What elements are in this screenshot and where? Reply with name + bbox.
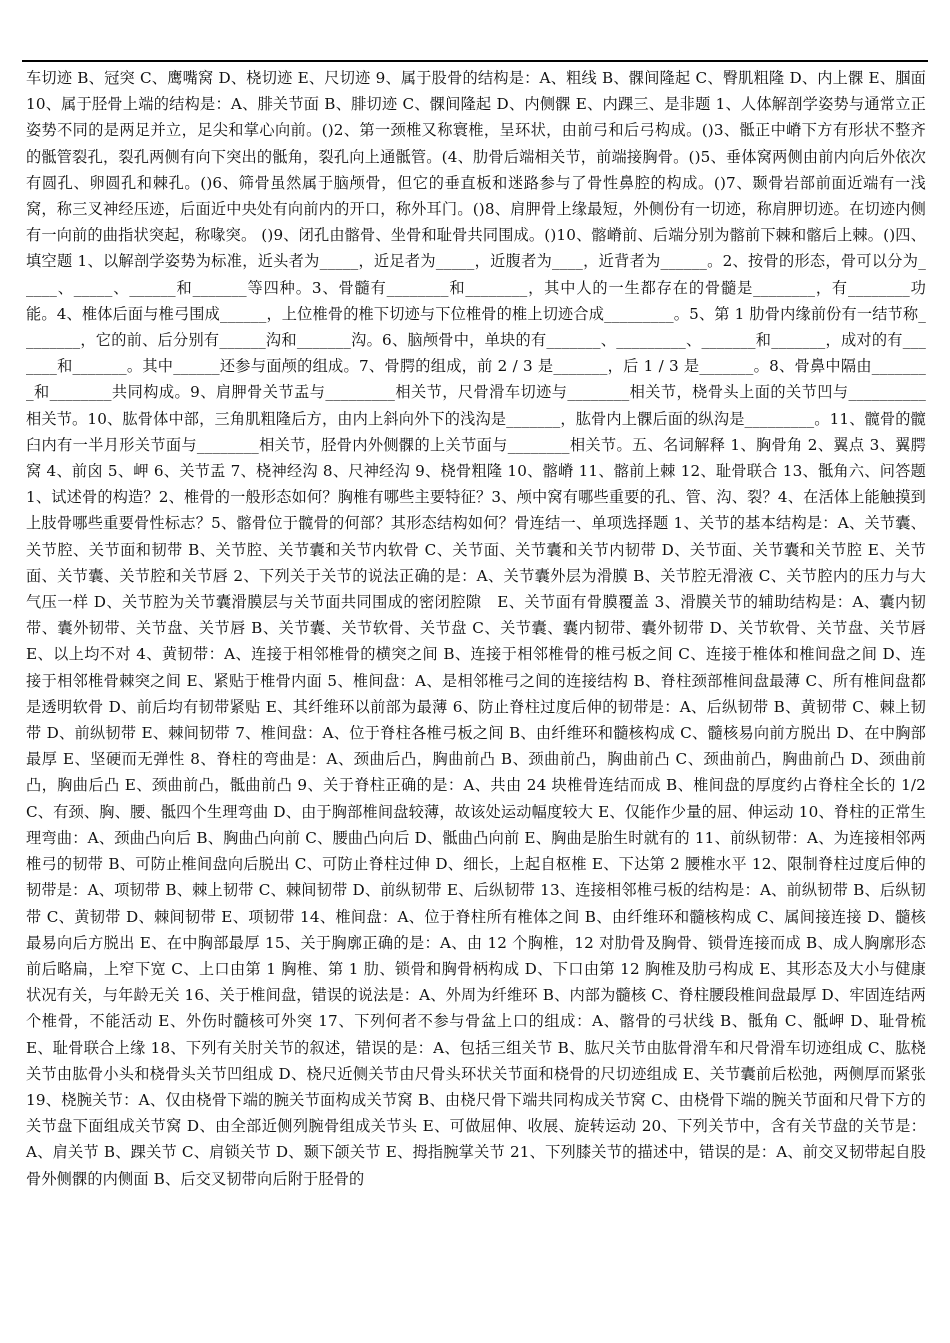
- document-body: [26, 65, 926, 1192]
- body-paragraph: 车切迹 B、冠突 C、鹰嘴窝 D、桡切迹 E、尺切迹 9、属于股骨的结构是：A、粗线 B、髁间隆起 C、臀肌粗隆 D、内上髁 E、腘面 10、属于胫骨上端的结构是：A、腓关节面 B、腓切迹 C、髁间隆起 D、内侧髁 E、内踝三、是非题 1、人体解剖学姿势与通常立正姿势不同的是两足并立，足尖和掌心向前。()2、第一颈椎又称寰椎，呈环状，由前弓和后弓构成。()3、骶正中嵴下方有形状不整齐的骶管裂孔，裂孔两侧有向下突出的骶角，裂孔向上通骶管。(4、肋骨后端相关节，前端接胸骨。()5、垂体窝两侧由前内向后外依次有圆孔、卵圆孔和棘孔。()6、筛骨虽然属于脑颅骨，但它的垂直板和迷路参与了骨性鼻腔的构成。()7、颞骨岩部前面近端有一浅窝，称三叉神经压迹，后面近中央处有向前内的开口，称外耳门。()8、肩胛骨上缘最短，外侧份有一切迹，称肩胛切迹。在切迹内侧有一向前的曲指状突起，称喙突。 ()9、闭孔由髂骨、坐骨和耻骨共同围成。()10、髂嵴前、后端分别为髂前下棘和髂后上棘。()四、填空题 1、以解剖学姿势为标准，近头者为_____，近足者为_____，近腹者为____，近背者为______。2、按骨的形态，骨可以分为_____、_____、______和_______等四种。3、骨髓有________和________，其中人的一生都存在的骨髓是________，有________功能。4、椎体后面与椎弓围成______，上位椎骨的椎下切迹与下位椎骨的椎上切迹合成_________。5、第 1 肋骨内缘前份有一结节称________，它的前、后分别有______沟和_______沟。6、脑颅骨中，单块的有_______、_________、_______和_______，成对的有_______和_______。其中______还参与面颅的组成。7、骨腭的组成，前 2 / 3 是_______，后 1 / 3 是_______。8、骨鼻中隔由________和________共同构成。9、肩胛骨关节盂与_________相关节，尺骨滑车切迹与________相关节，桡骨头上面的关节凹与__________相关节。10、肱骨体中部，三角肌粗隆后方，由内上斜向外下的浅沟是_______，肱骨内上髁后面的纵沟是_________。11、髋骨的髋臼内有一半月形关节面与________相关节，胫骨内外侧髁的上关节面与________相关节。五、名词解释 1、胸骨角 2、翼点 3、翼腭窝 4、前囟 5、岬 6、关节盂 7、桡神经沟 8、尺神经沟 9、桡骨粗隆 10、髂嵴 11、髂前上棘 12、耻骨联合 13、骶角六、问答题 1、试述骨的构造？2、椎骨的一般形态如何？胸椎有哪些主要特征？3、颅中窝有哪些重要的孔、管、沟、裂？4、在活体上能触摸到上肢骨哪些重要骨性标志？5、髂骨位于髋骨的何部？其形态结构如何？骨连结一、单项选择题 1、关节的基本结构是：A、关节囊、关节腔、关节面和韧带 B、关节腔、关节囊和关节内软骨 C、关节面、关节囊和关节内韧带 D、关节面、关节囊和关节腔 E、关节面、关节囊、关节腔和关节唇 2、下列关于关节的说法正确的是：A、关节囊外层为滑膜 B、关节腔无滑液 C、关节腔内的压力与大气压一样 D、关节腔为关节囊滑膜层与关节面共同围成的密闭腔隙 E、关节面有骨膜覆盖 3、滑膜关节的辅助结构是：A、囊内韧带、囊外韧带、关节盘、关节唇 B、关节囊、关节软骨、关节盘 C、关节囊、囊内韧带、囊外韧带 D、关节软骨、关节盘、关节唇 E、以上均不对 4、黄韧带：A、连接于相邻椎骨的横突之间 B、连接于相邻椎骨的椎弓板之间 C、连接于椎体和椎间盘之间 D、连接于相邻椎骨棘突之间 E、紧贴于椎骨内面 5、椎间盘：A、是相邻椎弓之间的连接结构 B、脊柱颈部椎间盘最薄 C、所有椎间盘都是透明软骨 D、前后均有韧带紧贴 E、其纤维环以前部为最薄 6、防止脊柱过度后伸的韧带是：A、后纵韧带 B、黄韧带 C、棘上韧带 D、前纵韧带 E、棘间韧带 7、椎间盘：A、位于脊柱各椎弓板之间 B、由纤维环和髓核构成 C、髓核易向前方脱出 D、在中胸部最厚 E、坚硬而无弹性 8、脊柱的弯曲是：A、颈曲后凸，胸曲前凸 B、颈曲前凸，胸曲前凸 C、颈曲前凸，胸曲前凸 D、颈曲前凸，胸曲后凸 E、颈曲前凸，骶曲前凸 9、关于脊柱正确的是：A、共由 24 块椎骨连结而成 B、椎间盘的厚度约占脊柱全长的 1/2C、有颈、胸、腰、骶四个生理弯曲 D、由于胸部椎间盘较薄，故该处运动幅度较大 E、仅能作少量的屈、伸运动 10、脊柱的正常生理弯曲：A、颈曲凸向后 B、胸曲凸向前 C、腰曲凸向后 D、骶曲凸向前 E、胸曲是胎生时就有的 11、前纵韧带：A、为连接相邻两椎弓的韧带 B、可防止椎间盘向后脱出 C、可防止脊柱过伸 D、细长，上起自枢椎 E、下达第 2 腰椎水平 12、限制脊柱过度后伸的韧带是：A、项韧带 B、棘上韧带 C、棘间韧带 D、前纵韧带 E、后纵韧带 13、连接相邻椎弓板的结构是：A、前纵韧带 B、后纵韧带 C、黄韧带 D、棘间韧带 E、项韧带 14、椎间盘：A、位于脊柱所有椎体之间 B、由纤维环和髓核构成 C、属间接连接 D、髓核最易向后方脱出 E、在中胸部最厚 15、关于胸廓正确的是：A、由 12 个胸椎，12 对肋骨及胸骨、锁骨连接而成 B、成人胸廓形态前后略扁，上窄下宽 C、上口由第 1 胸椎、第 1 肋、锁骨和胸骨柄构成 D、下口由第 12 胸椎及肋弓构成 E、其形态及大小与健康状况有关，与年龄无关 16、关于椎间盘，错误的说法是：A、外周为纤维环 B、内部为髓核 C、脊柱腰段椎间盘最厚 D、牢固连结两个椎骨，不能活动 E、外伤时髓核可外突 17、下列何者不参与骨盆上口的组成：A、髂骨的弓状线 B、骶角 C、骶岬 D、耻骨梳 E、耻骨联合上缘 18、下列有关肘关节的叙述，错误的是：A、包括三组关节 B、肱尺关节由肱骨滑车和尺骨滑车切迹组成 C、肱桡关节由肱骨小头和桡骨头关节凹组成 D、桡尺近侧关节由尺骨头环状关节面和桡骨的尺切迹组成 E、关节囊前后松弛，两侧厚而紧张 19、桡腕关节：A、仅由桡骨下端的腕关节面构成关节窝 B、由桡尺骨下端共同构成关节窝 C、由桡骨下端的腕关节面和尺骨下方的关节盘下面组成关节窝 D、由全部近侧列腕骨组成关节头 E、可做屈伸、收展、旋转运动 20、下列关节中，含有关节盘的关节是：A、肩关节 B、踝关节 C、肩锁关节 D、颞下颌关节 E、拇指腕掌关节 21、下列膝关节的描述中，错误的是：A、前交叉韧带起自股骨外侧髁的内侧面 B、后交叉韧带向后附于胫骨的: [26, 69, 926, 1188]
- top-horizontal-rule: [22, 60, 928, 62]
